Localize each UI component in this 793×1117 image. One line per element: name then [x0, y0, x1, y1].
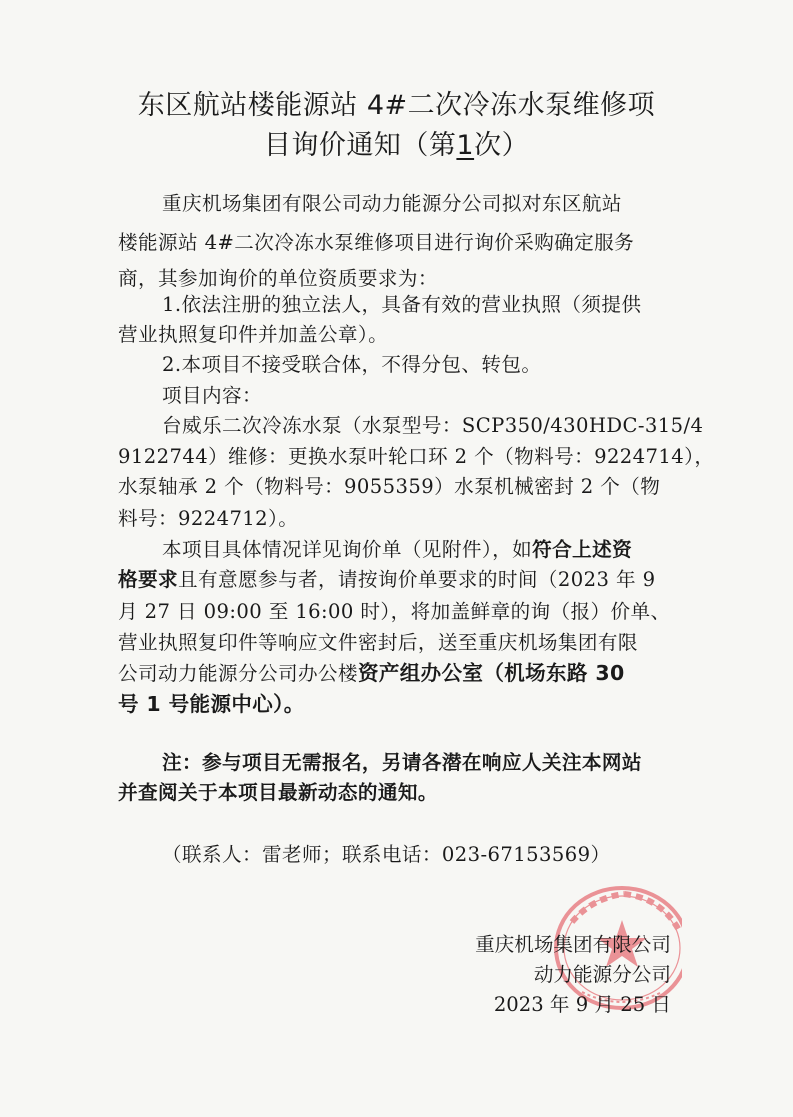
content-line-3: 水泵轴承 2 个（物料号：9055359）水泵机械密封 2 个（物	[118, 475, 661, 498]
details-line-3: 月 27 日 09:00 至 16:00 时），将加盖鲜章的询（报）价单、	[118, 600, 671, 623]
title-line-2-end: 次）	[474, 130, 530, 161]
details-line-1	[162, 533, 632, 562]
details-line-2-text: 且有意愿参与者，请按询价单要求的时间（2023 年 9	[177, 568, 656, 591]
signature-org-2: 动力能源分公司	[533, 963, 671, 986]
intro-line-2: 楼能源站 4#二次冷冻水泵维修项目进行询价采购确定服务	[118, 231, 635, 254]
content-heading: 项目内容：	[162, 384, 262, 407]
details-line-5-text: 公司动力能源分公司办公楼	[118, 662, 358, 685]
title-line-2	[80, 126, 713, 166]
intro-line-1: 重庆机场集团有限公司动力能源分公司拟对东区航站	[162, 192, 622, 215]
details-line-2	[118, 563, 655, 592]
content-line-2: 9122744）维修：更换水泵叶轮口环 2 个（物料号：9224714），	[118, 445, 715, 468]
requirement-1-line-1: 1.依法注册的独立法人，具备有效的营业执照（须提供	[162, 293, 642, 316]
title-line-1: 东区航站楼能源站 4#二次冷冻水泵维修项	[137, 90, 656, 121]
details-line-4: 营业执照复印件等响应文件密封后，送至重庆机场集团有限	[118, 631, 638, 654]
signature-date: 2023 年 9 月 25 日	[493, 993, 671, 1016]
details-line-1-emphasis: 符合上述资	[532, 538, 633, 561]
intro-line-3: 商，其参加询价的单位资质要求为：	[118, 267, 438, 290]
note-line-2: 并查阅关于本项目最新动态的通知。	[118, 781, 438, 804]
details-line-5	[118, 656, 625, 686]
content-line-1: 台威乐二次冷冻水泵（水泵型号：SCP350/430HDC-315/4	[162, 414, 704, 437]
details-line-6: 号 1 号能源中心）。	[118, 692, 305, 716]
document-title	[80, 86, 713, 166]
note-line-1: 注：参与项目无需报名，另请各潜在响应人关注本网站	[162, 751, 642, 774]
details-line-1-text: 本项目具体情况详见询价单（见附件），如	[162, 538, 533, 561]
content-line-4: 料号：9224712）。	[118, 507, 299, 530]
title-round-number: 1	[456, 130, 475, 161]
requirement-2: 2.本项目不接受联合体，不得分包、转包。	[162, 353, 542, 376]
details-line-5-emphasis: 资产组办公室（机场东路 30	[357, 661, 625, 685]
signature-org-1: 重庆机场集团有限公司	[475, 933, 671, 956]
title-line-2-start: 目询价通知（第	[263, 130, 457, 161]
contact-info: （联系人：雷老师；联系电话：023-67153569）	[162, 843, 611, 866]
details-line-2-emphasis: 格要求	[118, 568, 178, 591]
requirement-1-line-2: 营业执照复印件并加盖公章）。	[118, 323, 389, 346]
